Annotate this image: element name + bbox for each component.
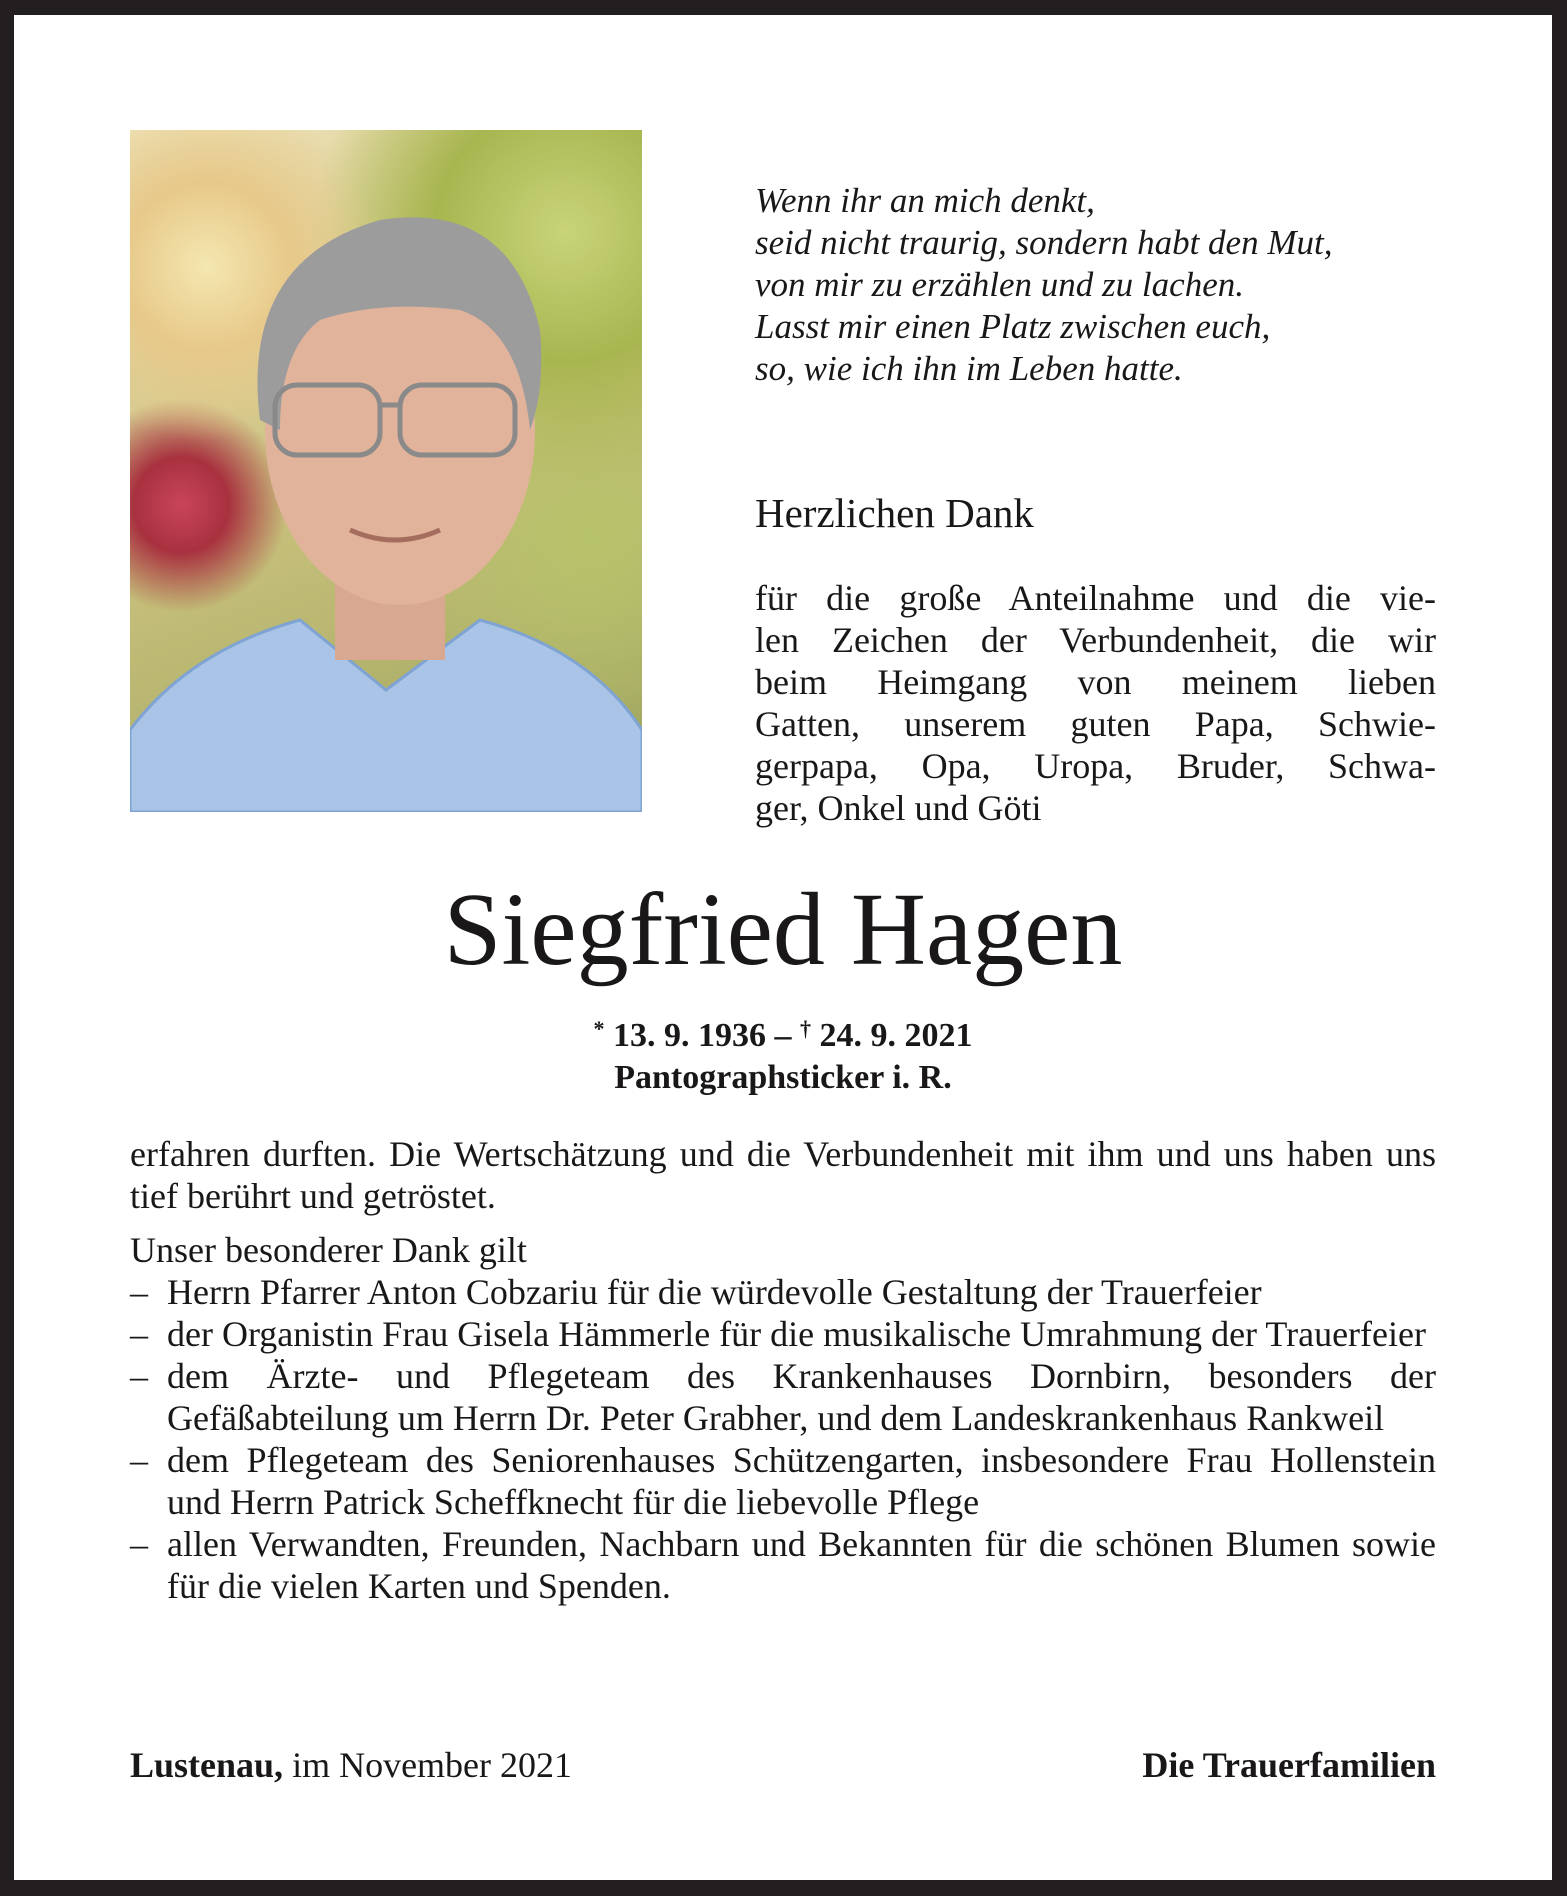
date-separator: – [774, 1017, 792, 1054]
dash: – [130, 1356, 148, 1396]
intro-text [755, 577, 1436, 829]
list-item [130, 1523, 1436, 1607]
list-item-text: dem Ärzte- und Pflegeteam des Krankenhauses Dornbirn, besonders der Gefäßabteilung um Herrn Dr. Peter Grabher, und dem Landeskrankenhaus Rankweil [167, 1356, 1436, 1438]
special-thanks-intro: Unser besonderer Dank gilt [130, 1230, 527, 1270]
body-paragraph: erfahren durften. Die Wertschätzung und die Verbundenheit mit ihm und uns haben uns tief berührt und getröstet. [130, 1134, 1436, 1216]
dash: – [130, 1272, 148, 1312]
intro-line: Gatten, unserem guten Papa, Schwie- [755, 704, 1436, 744]
portrait-photo [130, 130, 642, 812]
list-item [130, 1271, 1436, 1313]
thanks-heading: Herzlichen Dank [755, 490, 1034, 536]
signature: Die Trauerfamilien [1142, 1745, 1436, 1785]
list-item-text: der Organistin Frau Gisela Hämmerle für die musikalische Umrahmung der Trauerfeier [167, 1314, 1426, 1354]
list-item [130, 1439, 1436, 1523]
death-date: 24. 9. 2021 [819, 1017, 973, 1054]
list-item-text: Herrn Pfarrer Anton Cobzariu für die würdevolle Gestaltung der Trauerfeier [167, 1272, 1262, 1312]
place: Lustenau, [130, 1745, 284, 1785]
list-item [130, 1355, 1436, 1439]
intro-line: gerpapa, Opa, Uropa, Bruder, Schwa- [755, 746, 1436, 786]
intro-line: len Zeichen der Verbundenheit, die wir [755, 620, 1436, 660]
intro-line: ger, Onkel und Göti [755, 788, 1042, 828]
dash: – [130, 1314, 148, 1354]
body-text [130, 1133, 1436, 1607]
death-symbol: † [800, 1016, 811, 1041]
footer-date: im November 2021 [292, 1745, 573, 1785]
thanks-list [130, 1271, 1436, 1607]
poem [755, 180, 1332, 390]
footer [130, 1744, 1436, 1786]
poem-line: seid nicht traurig, sondern habt den Mut, [755, 223, 1333, 262]
birth-symbol: * [593, 1016, 605, 1041]
list-item [130, 1313, 1436, 1355]
list-item-text: dem Pflegeteam des Seniorenhauses Schützengarten, insbesondere Frau Hollenstein und Herrn Patrick Scheffknecht für die liebevolle Pflege [167, 1440, 1436, 1522]
poem-line: so, wie ich ihn im Leben hatte. [755, 349, 1183, 388]
obituary-page [14, 15, 1552, 1880]
poem-line: Wenn ihr an mich denkt, [755, 181, 1095, 220]
deceased-name: Siegfried Hagen [443, 872, 1123, 987]
poem-line: Lasst mir einen Platz zwischen euch, [755, 307, 1271, 346]
intro-line: für die große Anteilnahme und die vie- [755, 578, 1436, 618]
portrait-illustration [130, 130, 642, 812]
list-item-text: allen Verwandten, Freunden, Nachbarn und Bekannten für die schönen Blumen sowie für die vielen Karten und Spenden. [167, 1524, 1436, 1606]
birth-date: 13. 9. 1936 [613, 1017, 766, 1054]
occupation: Pantographsticker i. R. [614, 1059, 952, 1096]
dash: – [130, 1440, 148, 1480]
dash: – [130, 1524, 148, 1564]
intro-line: beim Heimgang von meinem lieben [755, 662, 1436, 702]
life-dates [14, 1008, 1552, 1099]
poem-line: von mir zu erzählen und zu lachen. [755, 265, 1244, 304]
